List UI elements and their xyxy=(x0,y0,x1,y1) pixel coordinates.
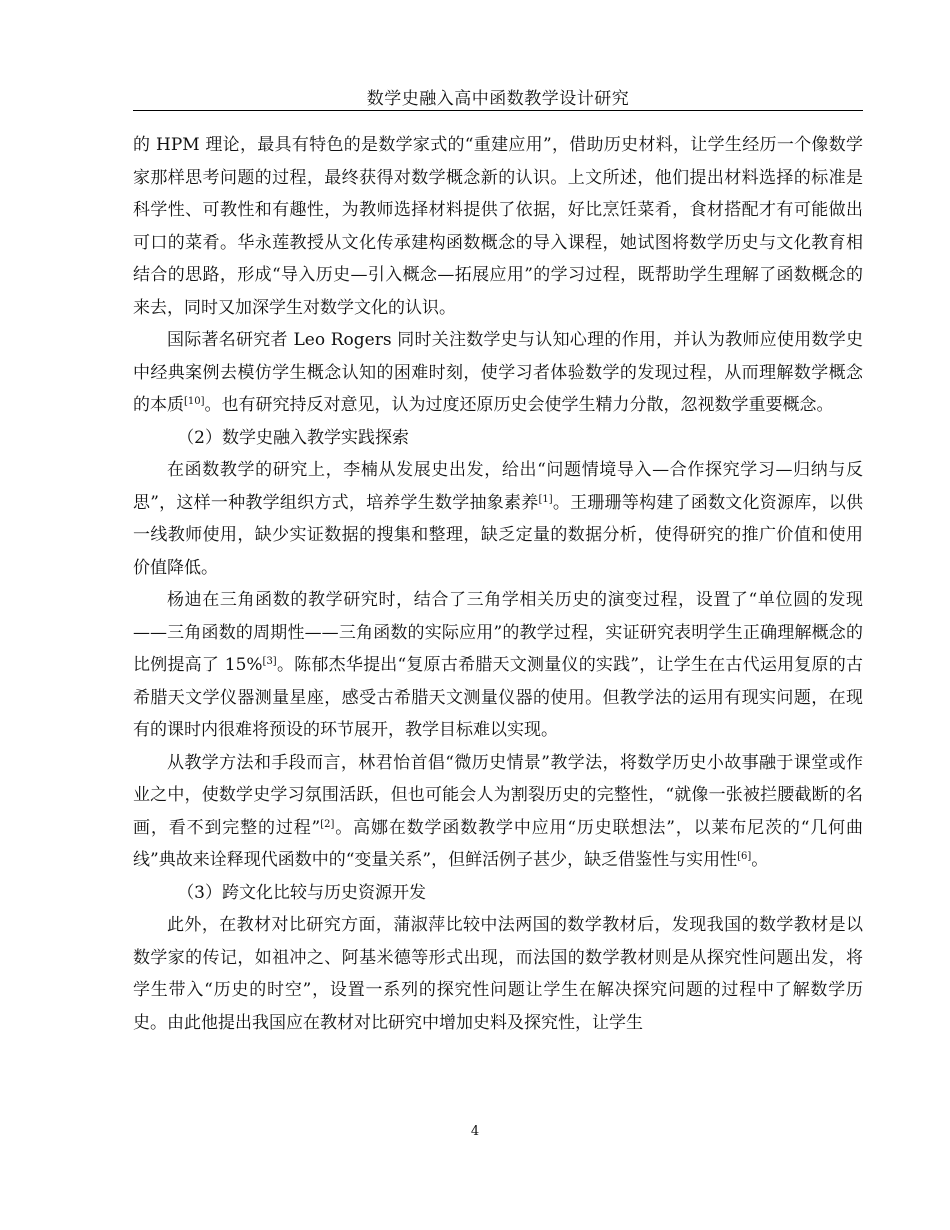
citation-ref: [2] xyxy=(320,818,335,830)
section-heading-practice: （2）数学史融入教学实践探索 xyxy=(177,427,410,448)
citation-ref: [1] xyxy=(538,493,553,505)
paragraph-text: 从教学方法和手段而言，林君怡首倡“微历史情景”教学法，将数学历史小故事融于课堂或作业之中，使数学史学习氛围活跃，但也可能会人为割裂历史的完整性，“就像一张被拦腰截断的名画，看不到完整的过程” xyxy=(133,752,863,838)
paragraph-text: 。 xyxy=(751,850,769,870)
paragraph-function-teaching xyxy=(133,454,863,584)
citation-ref: [3] xyxy=(262,656,277,667)
paragraph-leo-rogers xyxy=(133,324,863,422)
citation-ref: [6] xyxy=(737,851,752,862)
paragraph-teaching-methods xyxy=(133,747,863,877)
paragraph-hpm-theory: 的 HPM 理论，最具有特色的是数学家式的“重建应用”，借助历史材料，让学生经历一个像数学家那样思考问题的过程，最终获得对数学概念新的认识。上文所述，他们提出材料选择的标准是科学性、可教性和有趣性，为教师选择材料提供了依据，好比烹饪菜肴，食材搭配才有可能做出可口的菜肴。华永莲教授从文化传承建构函数概念的导入课程，她试图将数学历史与文化教育相结合的思路，形成“导入历史—引入概念—拓展应用”的学习过程，既帮助学生理解了函数概念的来去，同时又加深学生对数学文化的认识。 xyxy=(133,135,863,318)
body-text xyxy=(133,129,863,1039)
paragraph-text: 国际著名研究者 Leo Rogers 同时关注数学史与认知心理的作用，并认为教师应使用数学史中经典案例去模仿学生概念认知的困难时刻，使学习者体验数学的发现过程，从而理解数学概念的本质 xyxy=(133,330,863,415)
paragraph-text: 。王珊珊等构建了函数文化资源库，以供一线教师使用，缺少实证数据的搜集和整理，缺乏定量的数据分析，使得研究的推广价值和使用价值降低。 xyxy=(133,492,863,578)
page-number: 4 xyxy=(470,1124,480,1139)
paragraph-trig-functions xyxy=(133,584,863,747)
running-header: 数学史融入高中函数教学设计研究 xyxy=(366,89,630,109)
paragraph-text: 。高娜在数学函数教学中应用“历史联想法”，以莱布尼茨的“几何曲线”典故来诠释现代函数中的“变量关系”，但鲜活例子甚少，缺乏借鉴性与实用性 xyxy=(133,817,863,870)
paragraph-textbook-comparison: 此外，在教材对比研究方面，蒲淑萍比较中法两国的数学教材后，发现我国的数学教材是以数学家的传记，如祖冲之、阿基米德等形式出现，而法国的数学教材则是从探究性问题出发，将学生带入“历史的时空”，设置一系列的探究性问题让学生在解决探究问题的过程中了解数学历史。由此他提出我国应在教材对比研究中增加史料及探究性，让学生 xyxy=(133,915,863,1033)
paragraph-text: 。陈郁杰华提出“复原古希腊天文测量仪的实践”，让学生在古代运用复原的古希腊天文学仪器测量星座，感受古希腊天文测量仪器的使用。但教学法的运用有现实问题，在现有的课时内很难将预设的环节展开，教学目标难以实现。 xyxy=(133,655,863,740)
paragraph-text: 。也有研究持反对意见，认为过度还原历史会使学生精力分散，忽视数学重要概念。 xyxy=(204,395,834,415)
paragraph-text: 在函数教学的研究上，李楠从发展史出发，给出“问题情境导入—合作探究学习—归纳与反思”，这样一种教学组织方式，培养学生数学抽象素养 xyxy=(133,460,863,513)
header-rule xyxy=(133,110,863,111)
citation-ref: [10] xyxy=(184,396,205,407)
section-heading-crosscultural: （3）跨文化比较与历史资源开发 xyxy=(177,882,427,903)
paragraph-text: 杨迪在三角函数的教学研究时，结合了三角学相关历史的演变过程，设置了“单位圆的发现——三角函数的周期性——三角函数的实际应用”的教学过程，实证研究表明学生正确理解概念的比例提高了 15% xyxy=(133,590,863,675)
